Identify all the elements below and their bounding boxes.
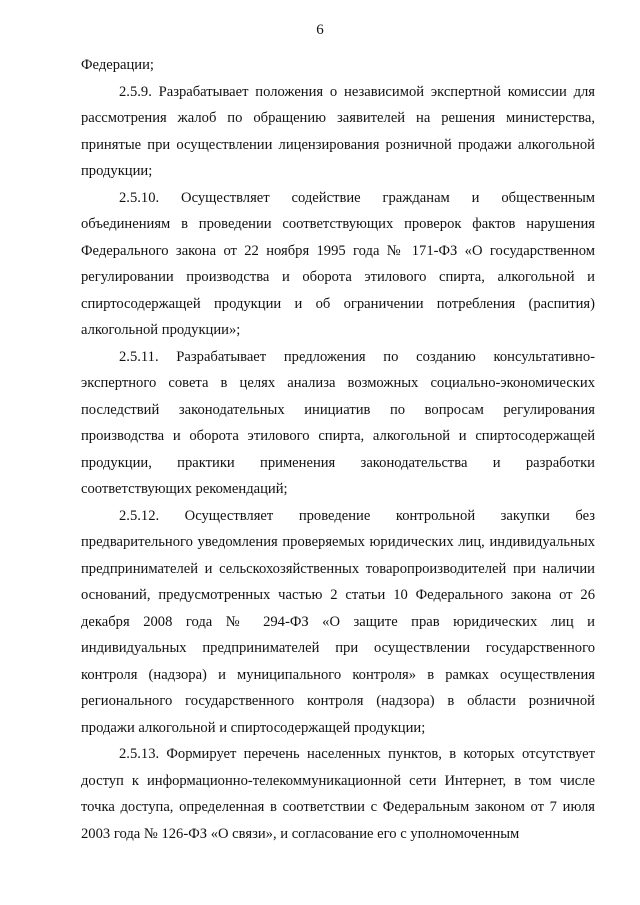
paragraph-continuation: Федерации; bbox=[81, 57, 154, 73]
paragraph-2-5-13: 2.5.13. Формирует перечень населенных пунктов, в которых отсутствует доступ к информационно-телекоммуникационной сети Интернет, в том числе точка доступа, определенная в соответствии с Федеральным законом от 7 июля 2003 года № 126-ФЗ «О связи», и согласование его с уполномоченным bbox=[81, 746, 595, 842]
page-number: 6 bbox=[316, 22, 324, 38]
document-body bbox=[81, 52, 595, 847]
paragraph-2-5-12: 2.5.12. Осуществляет проведение контрольной закупки без предварительного уведомления проверяемых юридических лиц, индивидуальных предпринимателей и сельскохозяйственных товаропроизводителей при наличии оснований, предусмотренных частью 2 статьи 10 Федерального закона от 26 декабря 2008 года № 294-ФЗ «О защите прав юридических лиц и индивидуальных предпринимателей при осуществлении государственного контроля (надзора) и муниципального контроля» в рамках осуществления регионального государственного контроля (надзора) в области розничной продажи алкогольной и спиртосодержащей продукции; bbox=[81, 507, 595, 736]
paragraph-2-5-11: 2.5.11. Разрабатывает предложения по созданию консультативно-экспертного совета в целях анализа возможных социально-экономических последствий законодательных инициатив по вопросам регулирования производства и оборота этилового спирта, алкогольной и спиртосодержащей продукции, практики применения законодательства и разработки соответствующих рекомендаций; bbox=[81, 348, 595, 497]
paragraph-2-5-9: 2.5.9. Разрабатывает положения о независимой экспертной комиссии для рассмотрения жалоб по обращению заявителей на решения министерства, принятые при осуществлении лицензирования розничной продажи алкогольной продукции; bbox=[81, 83, 595, 179]
paragraph-2-5-10: 2.5.10. Осуществляет содействие гражданам и общественным объединениям в проведении соответствующих проверок фактов нарушения Федерального закона от 22 ноября 1995 года № 171-ФЗ «О государственном регулировании производства и оборота этилового спирта, алкогольной и спиртосодержащей продукции и об ограничении потребления (распития) алкогольной продукции»; bbox=[81, 189, 595, 338]
